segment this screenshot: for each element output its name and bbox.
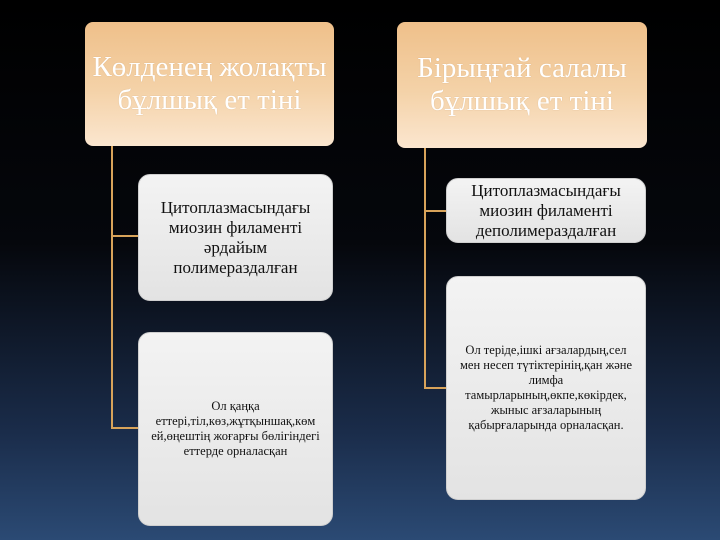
- right-card-1-text: Цитоплазмасындағы миозин филаменті деполимераздалған: [471, 180, 621, 240]
- left-card-2-text: Ол қаңқа еттері,тіл,көз,жұтқыншақ,көм ей,өңештің жоғарғы бөлігіндегі еттерде орналасқан: [151, 399, 320, 458]
- right-header-text: Бірыңғай салалы бұлшық ет тіні: [417, 52, 627, 117]
- left-card-1-text: Цитоплазмасындағы миозин филаменті әрдайым полимераздалған: [160, 197, 311, 277]
- left-header-text: Көлденең жолақты бұлшық ет тіні: [92, 51, 327, 116]
- left-card-2: [138, 332, 333, 526]
- right-card-1: [446, 178, 646, 243]
- right-trunk-line: [425, 148, 446, 388]
- right-header-box: [397, 22, 647, 148]
- left-trunk-line: [112, 146, 138, 428]
- left-header-box: [85, 22, 334, 146]
- right-card-2-text: Ол теріде,ішкі ағзалардың,сел мен несеп түтіктерінің,қан және лимфа тамырларының,өкпе,көкірдек, жыныс ағзаларының қабырғаларында орналасқан.: [459, 343, 632, 432]
- left-card-1: [138, 174, 333, 301]
- right-card-2: [446, 276, 646, 500]
